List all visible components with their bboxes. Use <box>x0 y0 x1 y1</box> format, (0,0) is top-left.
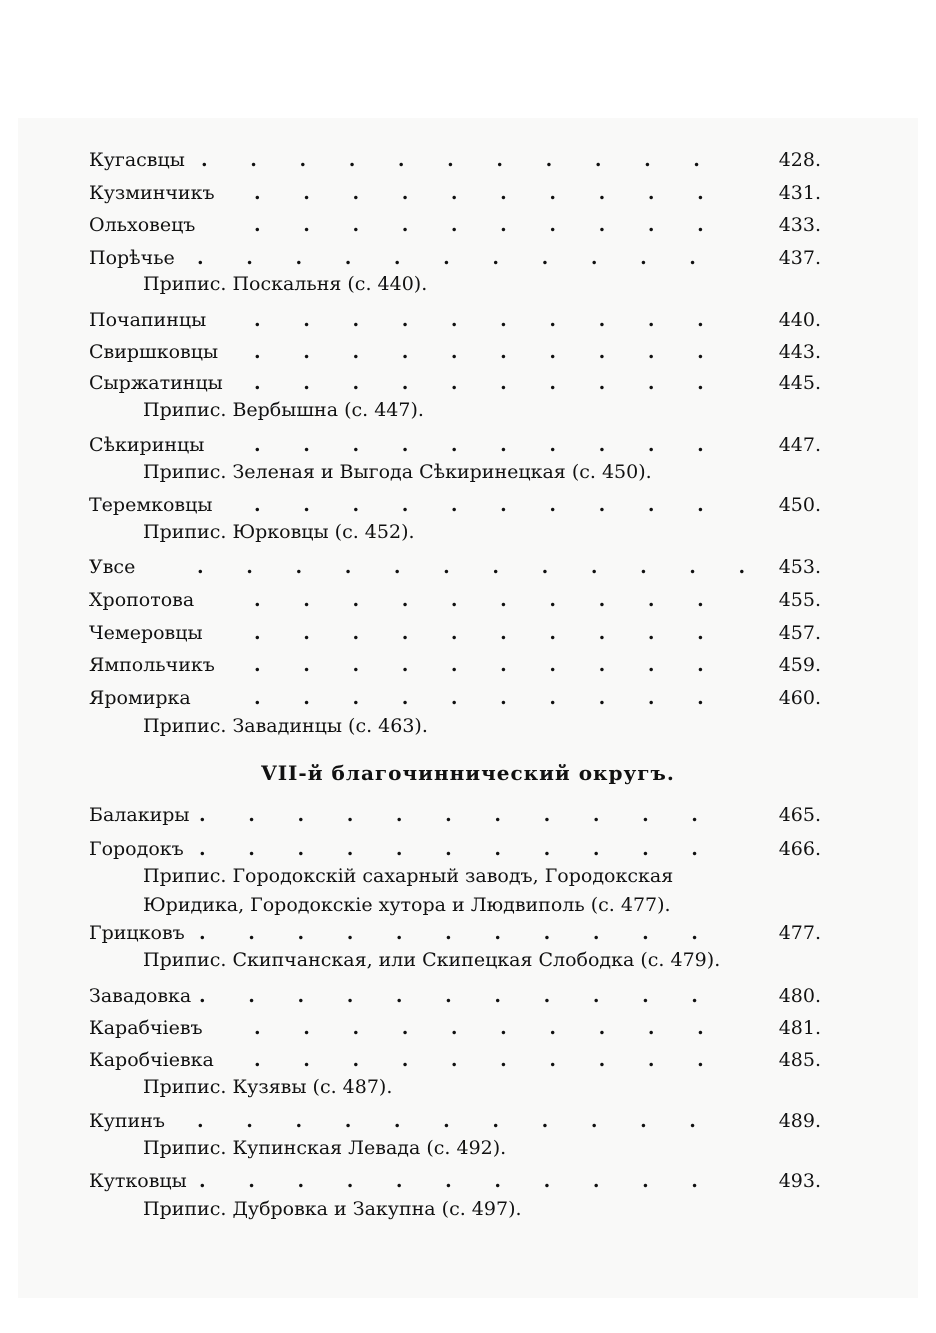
entry-name: Свиршковцы <box>89 341 219 363</box>
dot-leader: . . . . . . . . . . <box>254 589 722 611</box>
dot-leader: . . . . . . . . . . <box>254 434 722 456</box>
entry-name: Хропотова <box>89 589 195 611</box>
dot-leader: . . . . . . . . . . . <box>201 149 718 171</box>
entry-note: Припис. Юрковцы (с. 452). <box>143 521 415 543</box>
toc-entry <box>89 800 821 830</box>
entry-page-number: 437. <box>778 247 821 269</box>
toc-entry <box>89 552 821 582</box>
dot-leader: . . . . . . . . . . <box>254 372 722 394</box>
entry-page-number: 453. <box>778 556 821 578</box>
entry-page-number: 477. <box>778 922 821 944</box>
entry-name: Порѣчье <box>89 247 175 269</box>
dot-leader: . . . . . . . . . . <box>254 341 722 363</box>
toc-entry <box>89 178 821 208</box>
dot-leader: . . . . . . . . . . <box>254 1049 722 1071</box>
entry-page-number: 443. <box>778 341 821 363</box>
entry-page-number: 447. <box>778 434 821 456</box>
toc-entry <box>89 834 821 864</box>
entry-name: Купинъ <box>89 1110 165 1132</box>
entry-name: Чемеровцы <box>89 622 203 644</box>
dot-leader: . . . . . . . . . . . <box>199 922 716 944</box>
entry-name: Грицковъ <box>89 922 185 944</box>
entry-note: Припис. Поскальня (с. 440). <box>143 273 428 295</box>
dot-leader: . . . . . . . . . . . <box>199 1170 716 1192</box>
dot-leader: . . . . . . . . . . . <box>199 985 716 1007</box>
entry-note: Припис. Завадинцы (с. 463). <box>143 715 428 737</box>
toc-entry <box>89 618 821 648</box>
entry-page-number: 460. <box>778 687 821 709</box>
toc-entry <box>89 430 821 460</box>
entry-page-number: 440. <box>778 309 821 331</box>
entry-name: Яромирка <box>89 687 191 709</box>
entry-name: Сѣкиринцы <box>89 434 205 456</box>
dot-leader: . . . . . . . . . . . <box>197 1110 714 1132</box>
toc-entry <box>89 490 821 520</box>
entry-note: Припис. Скипчанская, или Скипецкая Слободка (с. 479). <box>143 949 721 971</box>
entry-page-number: 459. <box>778 654 821 676</box>
toc-entry <box>89 337 821 367</box>
toc-entry <box>89 1106 821 1136</box>
entry-page-number: 433. <box>778 214 821 236</box>
entry-name: Карабчіевъ <box>89 1017 203 1039</box>
entry-name: Кузминчикъ <box>89 182 215 204</box>
entry-name: Балакиры <box>89 804 190 826</box>
toc-entry <box>89 145 821 175</box>
entry-page-number: 457. <box>778 622 821 644</box>
dot-leader: . . . . . . . . . . <box>254 182 722 204</box>
entry-page-number: 431. <box>778 182 821 204</box>
entry-note: Припис. Кузявы (с. 487). <box>143 1076 393 1098</box>
entry-page-number: 480. <box>778 985 821 1007</box>
entry-name: Почапинцы <box>89 309 207 331</box>
entry-name: Теремковцы <box>89 494 213 516</box>
toc-entry <box>89 585 821 615</box>
dot-leader: . . . . . . . . . . <box>254 687 722 709</box>
entry-page-number: 489. <box>778 1110 821 1132</box>
dot-leader: . . . . . . . . . . . <box>199 838 716 860</box>
dot-leader: . . . . . . . . . . <box>254 494 722 516</box>
toc-entry <box>89 210 821 240</box>
entry-page-number: 466. <box>778 838 821 860</box>
dot-leader: . . . . . . . . . . . <box>197 247 714 269</box>
toc-entry <box>89 683 821 713</box>
entry-name: Ольховецъ <box>89 214 196 236</box>
entry-page-number: 455. <box>778 589 821 611</box>
dot-leader: . . . . . . . . . . <box>254 622 722 644</box>
entry-name: Сыржатинцы <box>89 372 223 394</box>
toc-entry <box>89 368 821 398</box>
toc-entry <box>89 650 821 680</box>
entry-name: Завадовка <box>89 985 192 1007</box>
entry-note: Припис. Зеленая и Выгода Сѣкиринецкая (с. 450). <box>143 461 652 483</box>
entry-name: Кугасвцы <box>89 149 185 171</box>
dot-leader: . . . . . . . . . . . . <box>197 556 764 578</box>
dot-leader: . . . . . . . . . . <box>254 654 722 676</box>
dot-leader: . . . . . . . . . . <box>254 309 722 331</box>
entry-note: Припис. Дубровка и Закупна (с. 497). <box>143 1198 522 1220</box>
dot-leader: . . . . . . . . . . . <box>199 804 716 826</box>
toc-entry <box>89 981 821 1011</box>
toc-entry <box>89 305 821 335</box>
entry-page-number: 445. <box>778 372 821 394</box>
entry-page-number: 465. <box>778 804 821 826</box>
section-heading: VII-й благочиннический округъ. <box>261 761 675 785</box>
toc-entry <box>89 243 821 273</box>
toc-entry <box>89 1045 821 1075</box>
entry-note: Припис. Купинская Левада (с. 492). <box>143 1137 507 1159</box>
entry-page-number: 481. <box>778 1017 821 1039</box>
entry-name: Увсе <box>89 556 136 578</box>
entry-page-number: 428. <box>778 149 821 171</box>
dot-leader: . . . . . . . . . . <box>254 214 722 236</box>
entry-note: Припис. Городокскій сахарный заводъ, Городокская Юридика, Городокскіе хутора и Людвиполь (с. 477). <box>143 865 674 916</box>
dot-leader: . . . . . . . . . . <box>254 1017 722 1039</box>
entry-name: Каробчіевка <box>89 1049 214 1071</box>
entry-note: Припис. Вербышна (с. 447). <box>143 399 424 421</box>
toc-entry <box>89 1166 821 1196</box>
entry-name: Городокъ <box>89 838 184 860</box>
entry-page-number: 485. <box>778 1049 821 1071</box>
entry-page-number: 493. <box>778 1170 821 1192</box>
entry-name: Кутковцы <box>89 1170 187 1192</box>
toc-entry <box>89 1013 821 1043</box>
toc-entry <box>89 918 821 948</box>
entry-page-number: 450. <box>778 494 821 516</box>
entry-name: Ямпольчикъ <box>89 654 215 676</box>
